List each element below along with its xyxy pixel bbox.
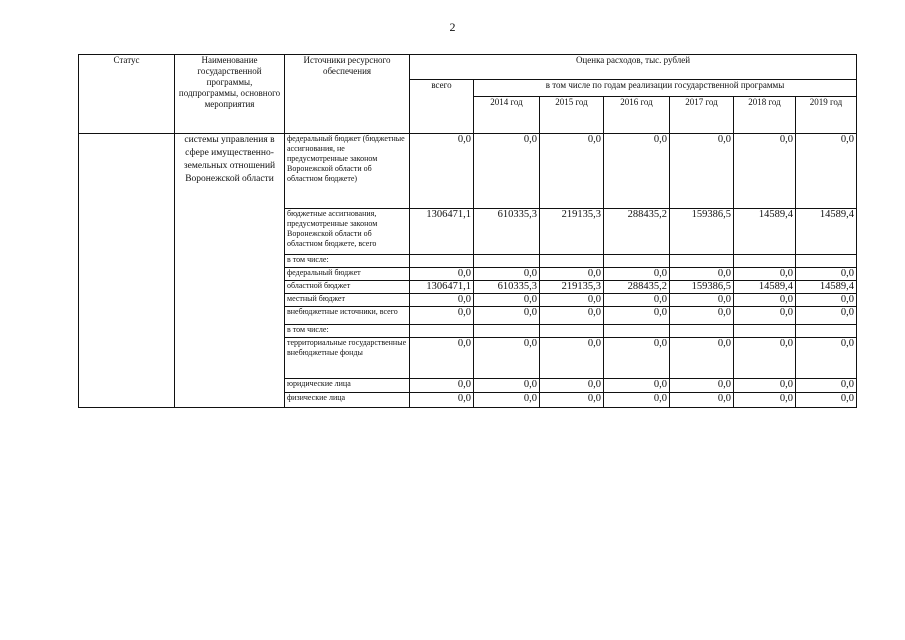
year-value-cell: 0,0 [796,379,857,393]
year-value-cell [796,325,857,338]
page-number: 2 [449,20,456,34]
program-name: системы управления в сфере имущественно-земельных отношений Воронежской области [175,134,285,408]
header-status: Статус [79,55,175,134]
year-value-cell: 219135,3 [540,281,604,294]
header-sources: Источники ресурсного обеспечения [285,55,410,134]
header-by-years: в том числе по годам реализации государственной программы [474,80,857,97]
year-value-cell: 0,0 [540,393,604,408]
source-cell: областной бюджет [285,281,410,294]
year-value-cell: 0,0 [604,134,670,209]
year-value-cell: 0,0 [670,268,734,281]
year-value-cell [474,255,540,268]
year-value-cell: 0,0 [604,268,670,281]
year-value-cell: 0,0 [796,134,857,209]
year-value-cell: 159386,5 [670,209,734,255]
budget-table [78,54,857,408]
total-value-cell: 0,0 [410,393,474,408]
header-year: 2015 год [540,97,604,134]
header-year: 2019 год [796,97,857,134]
source-cell: федеральный бюджет [285,268,410,281]
year-value-cell: 0,0 [604,379,670,393]
year-value-cell: 0,0 [734,307,796,325]
year-value-cell: 0,0 [474,307,540,325]
header-year: 2018 год [734,97,796,134]
year-value-cell: 0,0 [670,307,734,325]
total-value-cell: 0,0 [410,268,474,281]
budget-table-body [79,134,857,408]
year-value-cell: 14589,4 [734,281,796,294]
year-value-cell: 0,0 [604,393,670,408]
year-value-cell: 14589,4 [734,209,796,255]
year-value-cell: 0,0 [474,393,540,408]
year-value-cell: 0,0 [796,338,857,379]
total-value-cell [410,255,474,268]
year-value-cell: 0,0 [796,294,857,307]
year-value-cell: 0,0 [474,134,540,209]
total-value-cell [410,325,474,338]
year-value-cell: 0,0 [734,338,796,379]
year-value-cell: 610335,3 [474,209,540,255]
year-value-cell: 0,0 [670,379,734,393]
source-cell: в том числе: [285,255,410,268]
source-cell: бюджетные ассигнования, предусмотренные законом Воронежской области об областном бюджете, всего [285,209,410,255]
year-value-cell: 0,0 [540,294,604,307]
year-value-cell: 0,0 [734,268,796,281]
year-value-cell: 0,0 [474,268,540,281]
header-name: Наименование государственной программы, подпрограммы, основного мероприятия [175,55,285,134]
year-value-cell: 219135,3 [540,209,604,255]
source-cell: в том числе: [285,325,410,338]
source-cell: юридические лица [285,379,410,393]
year-value-cell: 0,0 [604,307,670,325]
year-value-cell: 0,0 [796,393,857,408]
header-total: всего [410,80,474,134]
status-cell [79,134,175,408]
table-row [79,134,857,209]
header-year: 2017 год [670,97,734,134]
total-value-cell: 0,0 [410,307,474,325]
year-value-cell [540,325,604,338]
year-value-cell [540,255,604,268]
year-value-cell: 0,0 [734,134,796,209]
year-value-cell: 0,0 [670,294,734,307]
source-cell: местный бюджет [285,294,410,307]
year-value-cell: 0,0 [670,134,734,209]
year-value-cell [734,325,796,338]
source-cell: физические лица [285,393,410,408]
header-year: 2014 год [474,97,540,134]
year-value-cell: 0,0 [796,307,857,325]
total-value-cell: 0,0 [410,379,474,393]
year-value-cell: 0,0 [734,294,796,307]
year-value-cell: 0,0 [474,294,540,307]
year-value-cell: 0,0 [734,393,796,408]
header-year: 2016 год [604,97,670,134]
year-value-cell: 288435,2 [604,281,670,294]
year-value-cell: 0,0 [540,338,604,379]
source-cell: федеральный бюджет (бюджетные ассигнования, не предусмотренные законом Воронежской области об областном бюджете) [285,134,410,209]
total-value-cell: 0,0 [410,338,474,379]
total-value-cell: 0,0 [410,134,474,209]
year-value-cell: 14589,4 [796,209,857,255]
header-estimate: Оценка расходов, тыс. рублей [410,55,857,80]
year-value-cell [734,255,796,268]
year-value-cell: 0,0 [604,338,670,379]
total-value-cell: 0,0 [410,294,474,307]
year-value-cell: 0,0 [540,379,604,393]
year-value-cell: 159386,5 [670,281,734,294]
source-cell: внебюджетные источники, всего [285,307,410,325]
year-value-cell: 0,0 [670,393,734,408]
year-value-cell [796,255,857,268]
year-value-cell [604,325,670,338]
year-value-cell: 610335,3 [474,281,540,294]
year-value-cell [474,325,540,338]
source-cell: территориальные государственные внебюджетные фонды [285,338,410,379]
year-value-cell: 0,0 [796,268,857,281]
total-value-cell: 1306471,1 [410,281,474,294]
year-value-cell: 0,0 [540,134,604,209]
year-value-cell: 0,0 [540,307,604,325]
year-value-cell: 0,0 [670,338,734,379]
year-value-cell: 0,0 [604,294,670,307]
year-value-cell: 0,0 [540,268,604,281]
year-value-cell: 0,0 [474,338,540,379]
year-value-cell: 0,0 [474,379,540,393]
year-value-cell: 288435,2 [604,209,670,255]
year-value-cell: 14589,4 [796,281,857,294]
total-value-cell: 1306471,1 [410,209,474,255]
year-value-cell [670,325,734,338]
year-value-cell: 0,0 [734,379,796,393]
year-value-cell [670,255,734,268]
year-value-cell [604,255,670,268]
